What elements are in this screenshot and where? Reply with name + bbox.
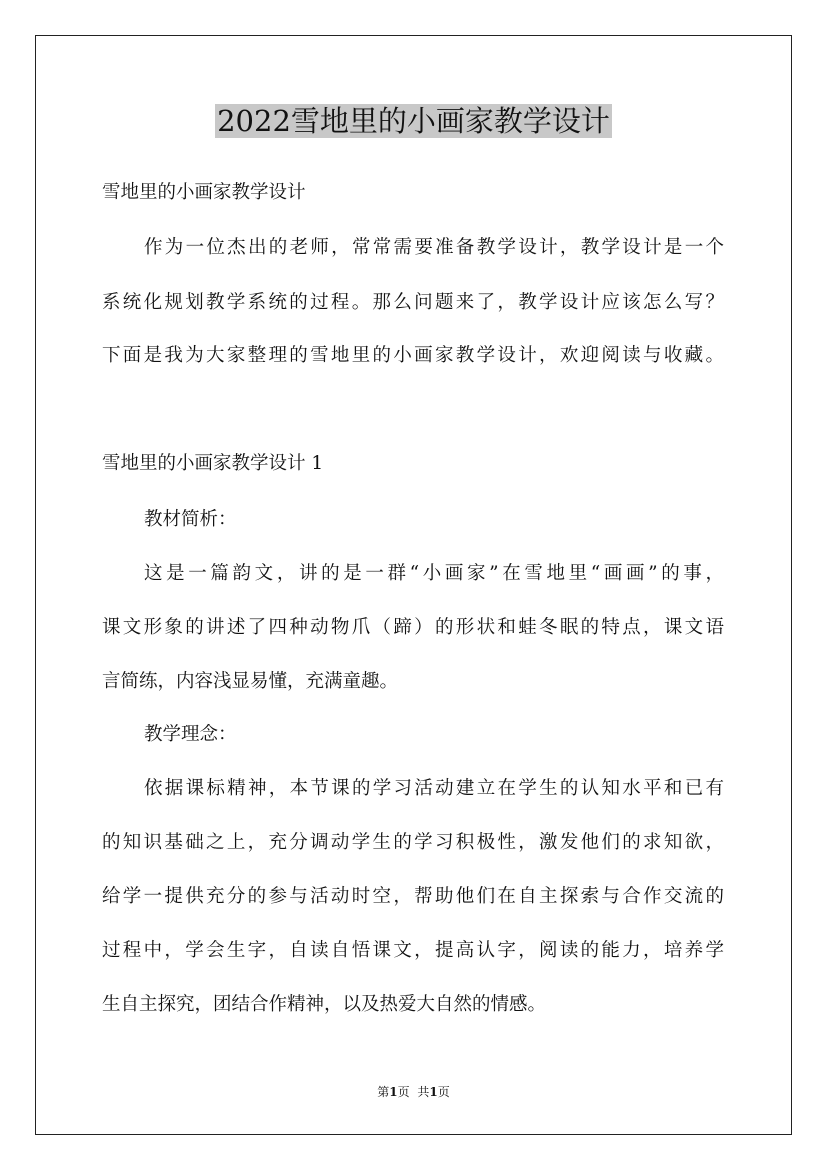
material-line: 言简练，内容浅显易懂，充满童趣。 [102, 671, 399, 692]
intro-line: 系统化规划教学系统的过程。那么问题来了，教学设计应该怎么写？ [102, 292, 724, 313]
philosophy-line: 的知识基础之上，充分调动学生的学习积极性，激发他们的求知欲， [102, 832, 724, 853]
footer-total-prefix: 共 [417, 1085, 430, 1099]
page-footer [0, 1084, 827, 1100]
intro-line: 下面是我为大家整理的雪地里的小画家教学设计，欢迎阅读与收藏。 [102, 345, 724, 366]
intro-line: 作为一位杰出的老师，常常需要准备教学设计，教学设计是一个 [144, 237, 724, 258]
footer-total-suffix: 页 [437, 1085, 450, 1099]
material-heading: 教材简析： [144, 509, 237, 530]
document-title-text: 2022雪地里的小画家教学设计 [217, 104, 610, 138]
philosophy-line: 依据课标精神，本节课的学习活动建立在学生的认知水平和已有 [144, 778, 724, 799]
footer-page-prefix: 第 [377, 1085, 390, 1099]
philosophy-line: 给学一提供充分的参与活动时空，帮助他们在自主探索与合作交流的 [102, 886, 724, 907]
material-line: 课文形象的讲述了四种动物爪（蹄）的形状和蛙冬眠的特点，课文语 [102, 617, 724, 638]
footer-page-suffix: 页 [397, 1085, 410, 1099]
section-title: 雪地里的小画家教学设计 1 [102, 453, 324, 474]
philosophy-line: 过程中，学会生字，自读自悟课文，提高认字，阅读的能力，培养学 [102, 940, 724, 961]
philosophy-line: 生自主探究，团结合作精神，以及热爱大自然的情感。 [102, 994, 547, 1015]
material-line: 这是一篇韵文，讲的是一群“小画家”在雪地里“画画”的事， [144, 563, 724, 584]
document-subtitle: 雪地里的小画家教学设计 [102, 182, 306, 203]
philosophy-heading: 教学理念： [144, 724, 237, 745]
document-title [0, 100, 827, 142]
footer-total-number: 1 [429, 1085, 438, 1099]
footer-page-number: 1 [389, 1085, 398, 1099]
